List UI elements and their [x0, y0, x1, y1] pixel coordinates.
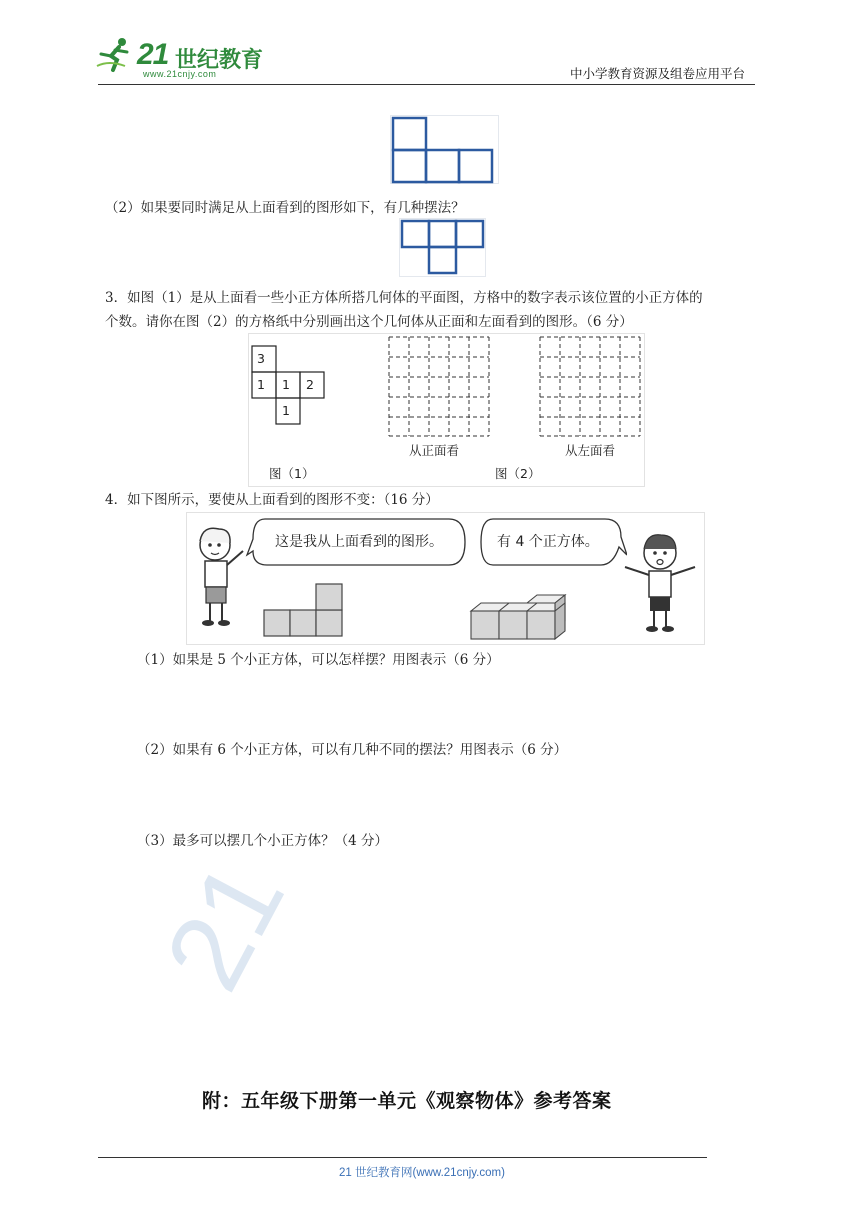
question-4-illustration [186, 512, 705, 645]
question-4-title: 4．如下图所示，要使从上面看到的图形不变：（16 分） [105, 492, 439, 508]
left-bubble-text: 这是我从上面看到的图形。 [275, 534, 443, 550]
runner-logo-icon [95, 36, 135, 74]
question-2-part-2: （2）如果要同时满足从上面看到的图形如下，有几种摆法？ [105, 200, 465, 216]
footer-rule [98, 1157, 707, 1158]
left-boy-illustration [189, 521, 249, 631]
cube-front-view [263, 583, 345, 639]
logo-number: 21 [137, 38, 169, 71]
left-view-dashed-grid [538, 335, 644, 439]
question-4-sub-2: （2）如果有 6 个小正方体，可以有几种不同的摆法？用图表示（6 分） [137, 742, 568, 758]
cube-3d-model [469, 593, 581, 641]
right-boy-illustration [617, 527, 703, 637]
grid-number: 2 [306, 377, 314, 392]
grid-number: 1 [282, 377, 290, 392]
question-3-figure [248, 333, 645, 487]
figure-1-label: 图（1） [269, 466, 315, 481]
front-view-dashed-grid [387, 335, 493, 439]
platform-text: 中小学教育资源及组卷应用平台 [570, 66, 746, 81]
question-3-line-1: 3．如图（1）是从上面看一些小正方体所搭几何体的平面图，方格中的数字表示该位置的小正方体的 [105, 290, 703, 306]
logo-text: 世纪教育 [175, 48, 264, 73]
question-3-line-2: 个数。请你在图（2）的方格纸中分别画出这个几何体从正面和左面看到的图形。（6 分） [105, 314, 633, 330]
header-rule [98, 84, 755, 85]
logo-url: www.21cnjy.com [143, 69, 217, 79]
left-view-label: 从左面看 [565, 443, 616, 458]
grid-number: 3 [257, 351, 265, 366]
top-view-figure [399, 218, 487, 278]
grid-number: 1 [282, 403, 290, 418]
answer-title: 附：五年级下册第一单元《观察物体》参考答案 [202, 1090, 612, 1112]
front-view-figure [390, 115, 500, 185]
footer-link[interactable]: 21 世纪教育网(www.21cnjy.com) [339, 1167, 505, 1179]
right-bubble-text: 有 4 个正方体。 [497, 534, 599, 550]
figure-2-label: 图（2） [495, 466, 541, 481]
header-logo[interactable] [95, 36, 265, 80]
question-4-sub-3: （3）最多可以摆几个小正方体？（4 分） [137, 833, 388, 849]
grid-number: 1 [257, 377, 265, 392]
front-view-label: 从正面看 [409, 443, 460, 458]
watermark: 21 [141, 842, 308, 1009]
question-4-sub-1: （1）如果是 5 个小正方体，可以怎样摆？用图表示（6 分） [137, 652, 500, 668]
